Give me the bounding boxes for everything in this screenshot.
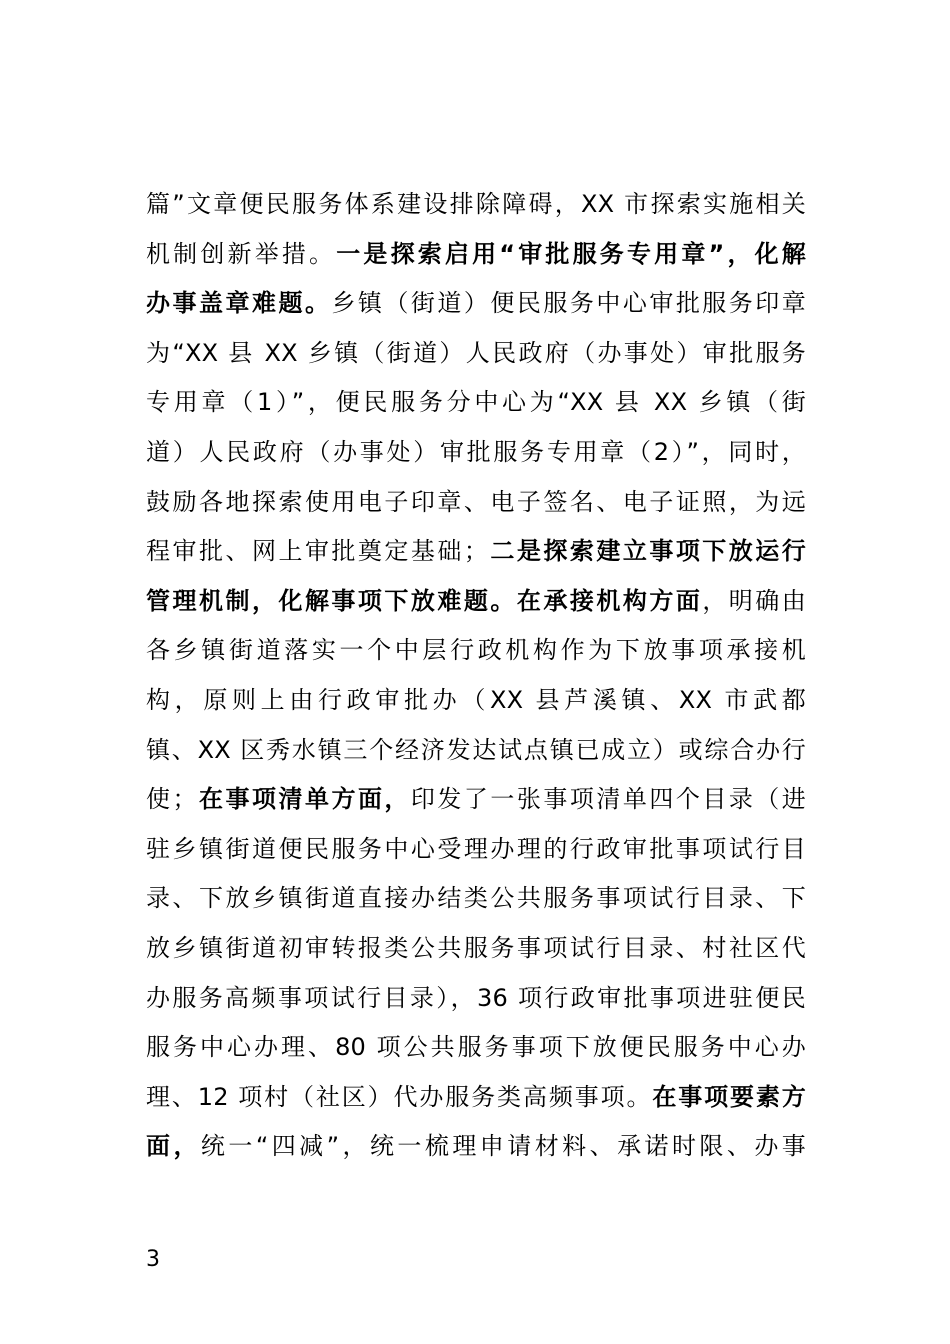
body-paragraph bbox=[146, 180, 806, 1172]
text-line bbox=[146, 924, 806, 974]
text-run: 理、12 项村（社区）代办服务类高频事项。 bbox=[146, 1082, 653, 1111]
page-number: 3 bbox=[146, 1247, 160, 1272]
text-line bbox=[146, 180, 806, 230]
text-run: 印发了一张事项清单四个目录（进 bbox=[410, 785, 806, 814]
text-run: 为“XX 县 XX 乡镇（街道）人民政府（办事处）审批服务 bbox=[146, 338, 806, 367]
text-run: 篇”文章便民服务体系建设排除障碍，XX 市探索实施相关 bbox=[146, 190, 806, 218]
bold-text-run: 面， bbox=[146, 1132, 201, 1161]
text-line bbox=[146, 378, 806, 428]
text-line bbox=[146, 1023, 806, 1073]
text-run: 乡镇（街道）便民服务中心审批服务印章 bbox=[331, 289, 806, 318]
text-run: 道）人民政府（办事处）审批服务专用章（2）”，同时， bbox=[146, 437, 806, 466]
text-run: 驻乡镇街道便民服务中心受理办理的行政审批事项试行目 bbox=[146, 834, 806, 863]
text-run: ，明确由 bbox=[702, 586, 806, 615]
bold-text-run: 管理机制，化解事项下放难题。在承接机构方面 bbox=[146, 586, 703, 615]
text-line bbox=[146, 974, 806, 1024]
text-run: 专用章（1）”，便民服务分中心为“XX 县 XX 乡镇（街 bbox=[146, 388, 806, 417]
bold-text-run: 在事项清单方面， bbox=[196, 785, 411, 814]
text-run: 机制创新举措。 bbox=[146, 239, 337, 268]
text-line bbox=[146, 577, 806, 627]
bold-text-run: 一是探索启用“审批服务专用章”，化解 bbox=[336, 239, 806, 268]
text-line bbox=[146, 279, 806, 329]
text-run: 构，原则上由行政审批办（XX 县芦溪镇、XX 市武都 bbox=[146, 685, 806, 714]
text-run: 录、下放乡镇街道直接办结类公共服务事项试行目录、下 bbox=[146, 884, 806, 913]
bold-text-run: 二是探索建立事项下放运行 bbox=[488, 537, 806, 566]
text-line bbox=[146, 329, 806, 379]
text-run: 统一“四减”，统一梳理申请材料、承诺时限、办事 bbox=[200, 1132, 807, 1161]
text-run: 镇、XX 区秀水镇三个经济发达试点镇已成立）或综合办行 bbox=[146, 735, 806, 764]
text-run: 服务中心办理、80 项公共服务事项下放便民服务中心办 bbox=[146, 1033, 806, 1062]
text-run: 鼓励各地探索使用电子印章、电子签名、电子证照，为远 bbox=[146, 487, 806, 516]
bold-text-run: 在事项要素方 bbox=[652, 1082, 806, 1111]
bold-text-run: 办事盖章难题。 bbox=[146, 289, 332, 318]
text-line bbox=[146, 676, 806, 726]
text-line bbox=[146, 230, 806, 280]
text-line bbox=[146, 874, 806, 924]
text-run: 各乡镇街道落实一个中层行政机构作为下放事项承接机 bbox=[146, 636, 806, 665]
text-line bbox=[146, 1122, 806, 1172]
text-line bbox=[146, 726, 806, 776]
text-line bbox=[146, 428, 806, 478]
text-line bbox=[146, 775, 806, 825]
text-line bbox=[146, 527, 806, 577]
text-run: 办服务高频事项试行目录），36 项行政审批事项进驻便民 bbox=[146, 983, 806, 1012]
text-run: 放乡镇街道初审转报类公共服务事项试行目录、村社区代 bbox=[146, 933, 806, 962]
text-line bbox=[146, 1073, 806, 1123]
text-line bbox=[146, 626, 806, 676]
text-run: 使； bbox=[146, 785, 197, 814]
text-run: 程审批、网上审批奠定基础； bbox=[146, 537, 489, 566]
text-line bbox=[146, 825, 806, 875]
text-line bbox=[146, 478, 806, 528]
